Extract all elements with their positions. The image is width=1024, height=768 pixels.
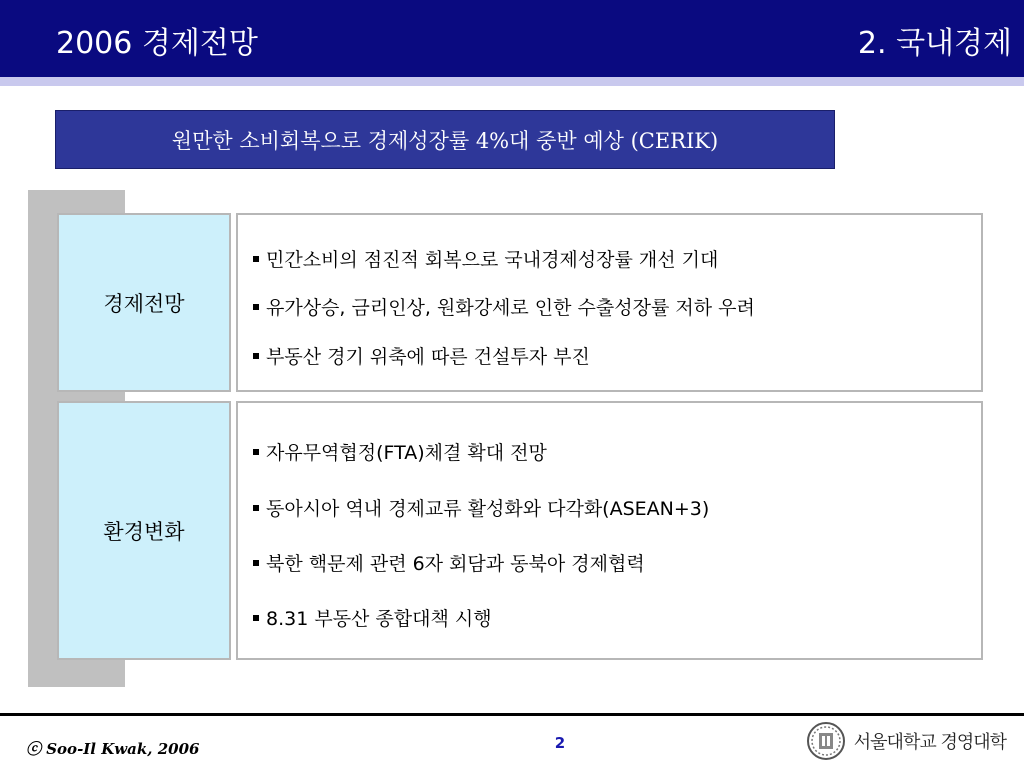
section-label-box-outlook (57, 213, 231, 392)
footer-copyright: ⓒ Soo-Il Kwak, 2006 (26, 740, 200, 758)
bullet-item (253, 604, 492, 631)
section-content-environment (236, 401, 983, 660)
slide-title: 2006 경제전망 (56, 26, 258, 61)
bullet-text: 8.31 부동산 종합대책 시행 (266, 608, 492, 630)
section-content-outlook (236, 213, 983, 392)
university-name: 서울대학교 경영대학 (853, 732, 1006, 753)
section-label-environment: 환경변화 (103, 519, 185, 544)
bullet-square-icon (253, 615, 259, 621)
headline-text: 원만한 소비회복으로 경제성장률 4%대 중반 예상 (CERIK) (171, 128, 719, 153)
bullet-item (253, 342, 590, 369)
section-label-outlook: 경제전망 (103, 291, 185, 316)
section-label-box-environment (57, 401, 231, 660)
bullet-item (253, 245, 718, 272)
footer-divider (0, 713, 1024, 716)
bullet-text: 북한 핵문제 관련 6자 회담과 동북아 경제협력 (266, 553, 645, 575)
bullet-square-icon (253, 353, 259, 359)
bullet-square-icon (253, 505, 259, 511)
page-number: 2 (554, 734, 566, 752)
bullet-item (253, 293, 755, 320)
bullet-square-icon (253, 256, 259, 262)
bullet-square-icon (253, 560, 259, 566)
headline-banner (55, 110, 835, 169)
bullet-text: 부동산 경기 위축에 따른 건설투자 부진 (266, 346, 590, 368)
bullet-square-icon (253, 304, 259, 310)
university-seal-icon (806, 721, 846, 761)
bullet-text: 동아시아 역내 경제교류 활성화와 다각화(ASEAN+3) (266, 498, 710, 520)
header-stripe (0, 77, 1024, 86)
footer-logo (806, 720, 1006, 762)
bullet-square-icon (253, 449, 259, 455)
bullet-text: 자유무역협정(FTA)체결 확대 전망 (266, 442, 547, 464)
bullet-item (253, 438, 547, 465)
bullet-text: 유가상승, 금리인상, 원화강세로 인한 수출성장률 저하 우려 (266, 297, 755, 319)
bullet-item (253, 549, 645, 576)
bullet-text: 민간소비의 점진적 회복으로 국내경제성장률 개선 기대 (266, 249, 719, 271)
section-title: 2. 국내경제 (857, 26, 1012, 61)
bullet-item (253, 494, 709, 521)
